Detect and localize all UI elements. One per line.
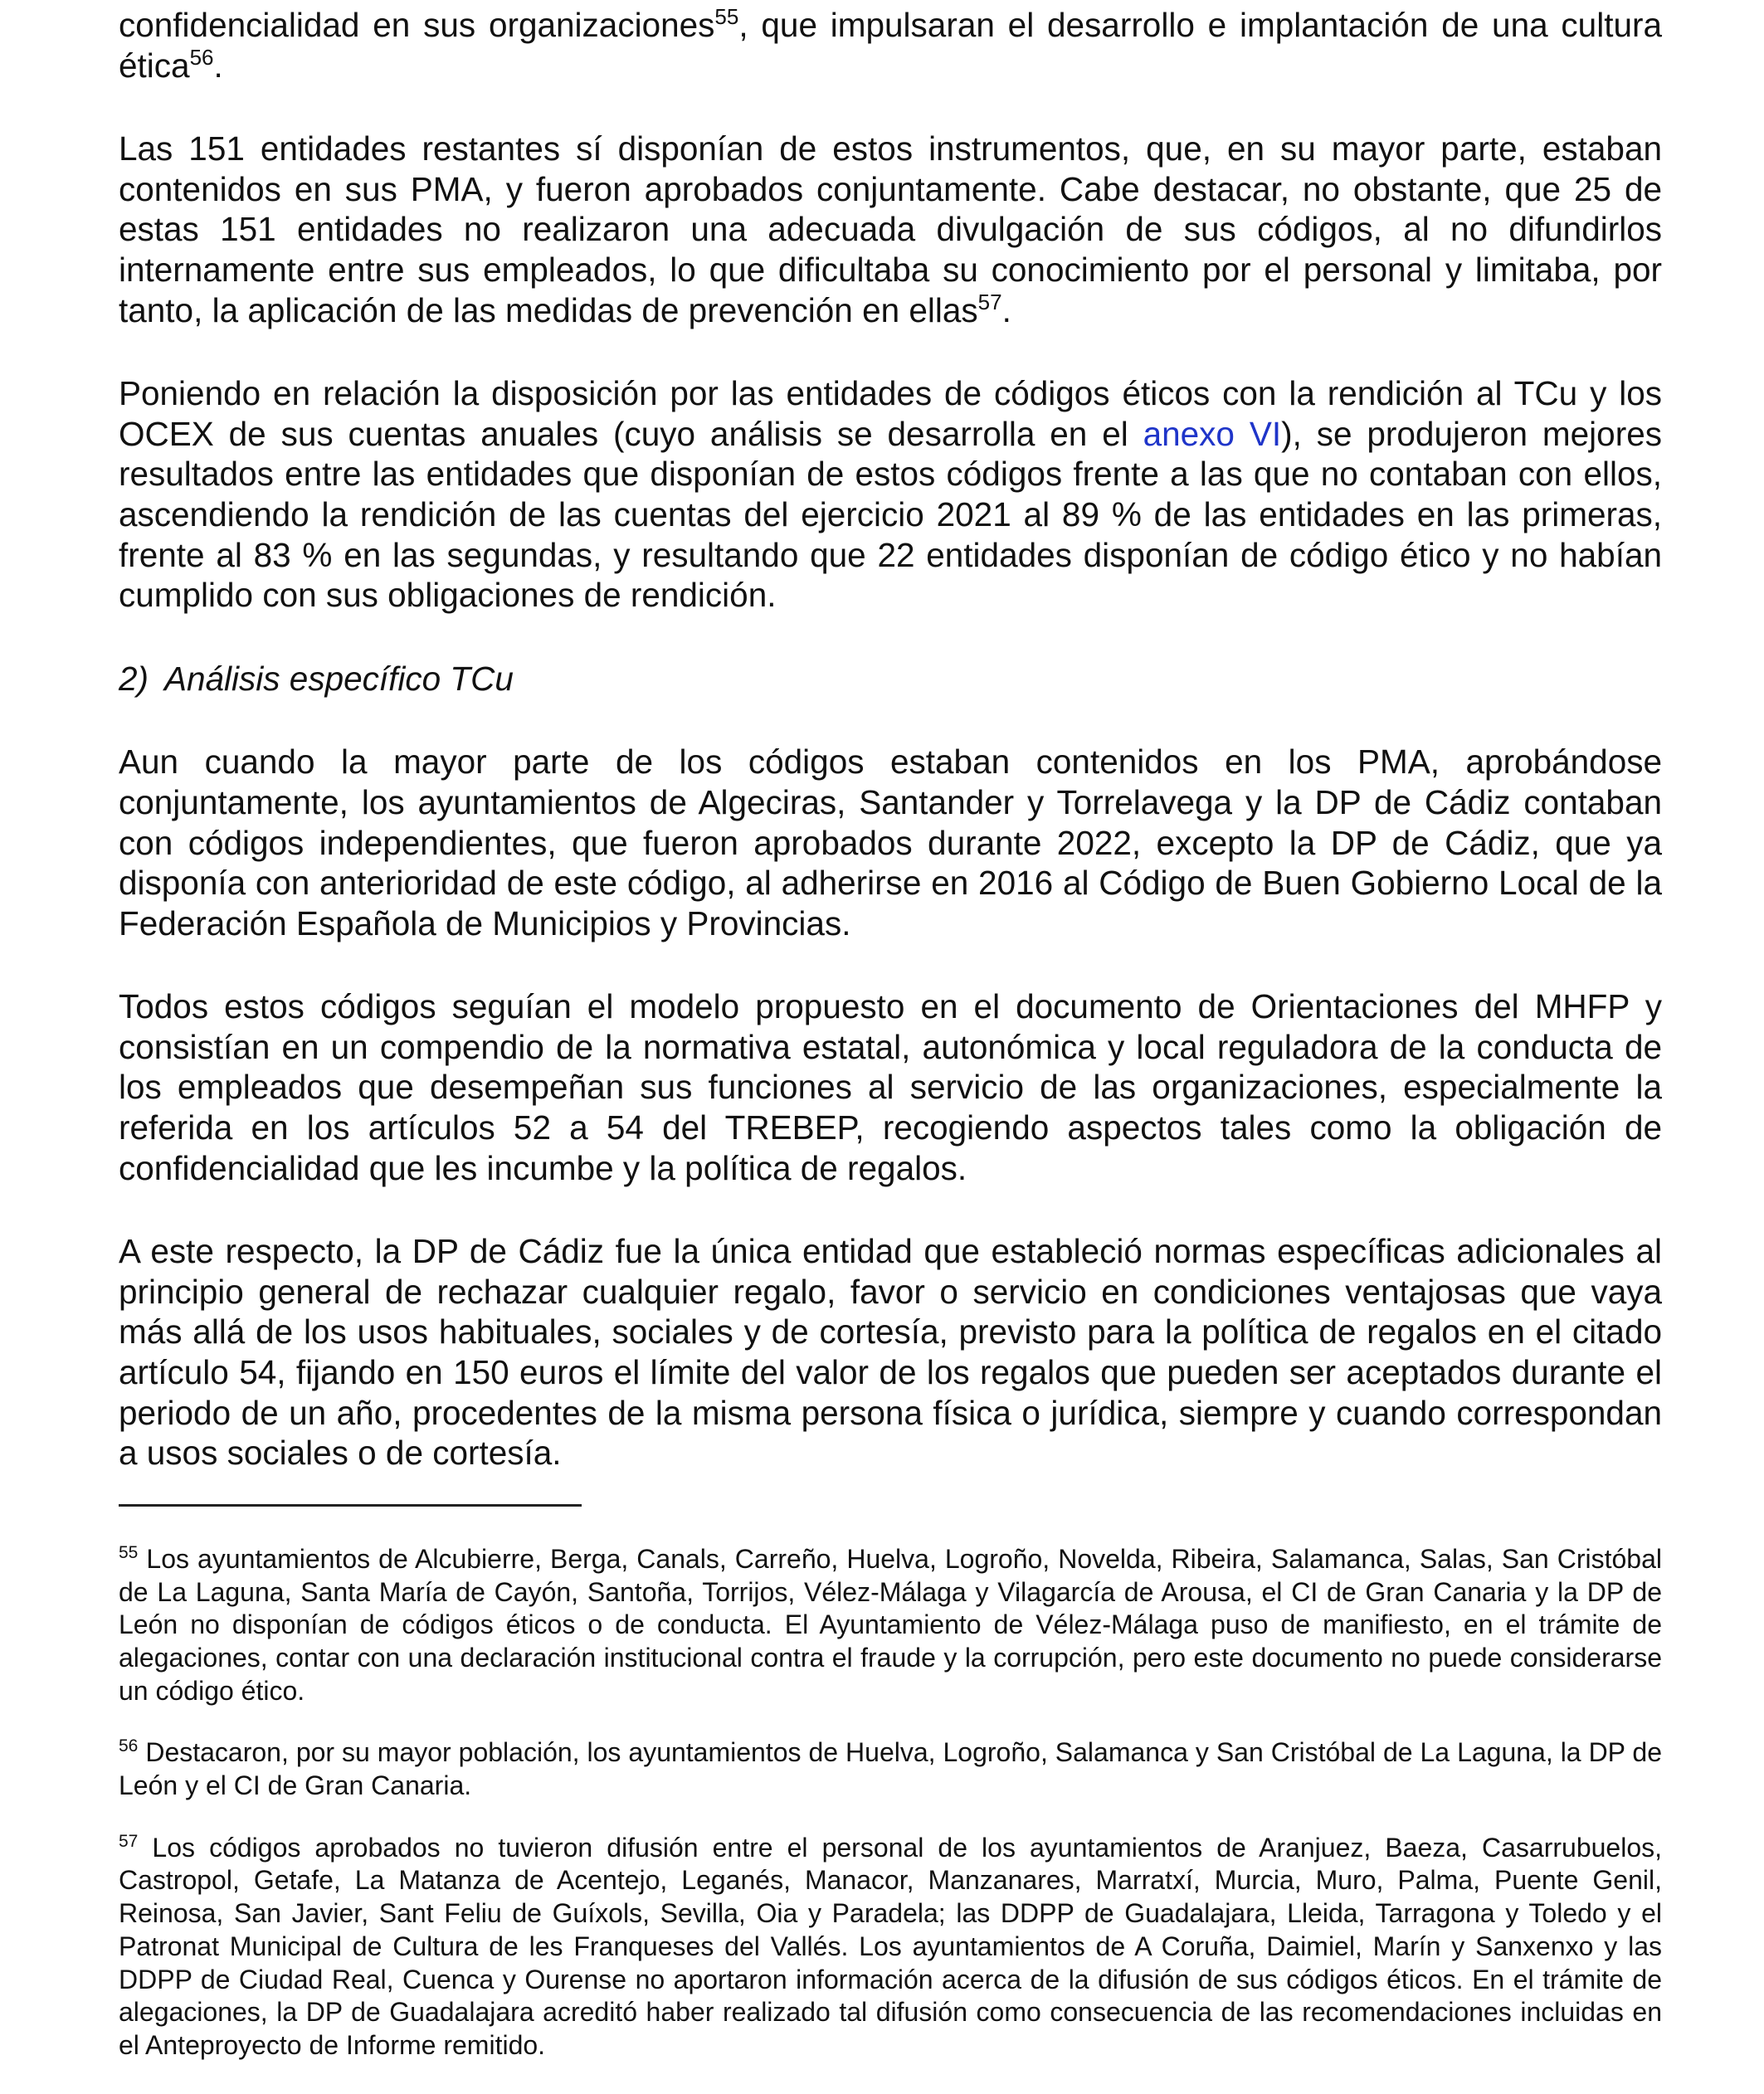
section-heading bbox=[119, 659, 1662, 699]
footnote-number: 56 bbox=[119, 1736, 139, 1756]
section-number: 2) bbox=[119, 659, 149, 698]
footnote-ref-55[interactable]: 55 bbox=[714, 4, 739, 29]
document-page bbox=[119, 5, 1662, 2092]
footnote-text: Los códigos aprobados no tuvieron difusión entre el personal de los ayuntamientos de Aranjuez, Baeza, Casarrubuelos, Castropol, Getafe, La Matanza de Acentejo, Leganés, Manacor, Manzanares, Marratxí, Murcia, Muro, Palma, Puente Genil, Reinosa, San Javier, Sant Feliu de Guíxols, Sevilla, Oia y Paradela; las DDPP de Guadalajara, Lleida, Tarragona y Toledo y el Patronat Municipal de Cultura de les Franqueses del Vallés. Los ayuntamientos de A Coruña, Daimiel, Marín y Sanxenxo y las DDPP de Ciudad Real, Cuenca y Ourense no aportaron información acerca de la difusión de sus códigos éticos. En el trámite de alegaciones, la DP de Guadalajara acreditó haber realizado tal difusión como consecuencia de las recomendaciones incluidas en el Anteproyecto de Informe remitido. bbox=[119, 1832, 1663, 2060]
paragraph-text: . bbox=[1001, 290, 1011, 329]
paragraph-politica-regalos: A este respecto, la DP de Cádiz fue la única entidad que estableció normas específicas adicionales al principio general de rechazar cualquier regalo, favor o servicio en condiciones ventajosas que vaya más allá de los usos habituales, sociales y de cortesía, previsto para la política de regalos en el citado artículo 54, fijando en 150 euros el límite del valor de los regalos que pueden ser aceptados durante el periodo de un año, procedentes de la misma persona física o jurídica, siempre y cuando correspondan a usos sociales o de cortesía. bbox=[119, 1232, 1662, 1473]
paragraph-continuation bbox=[119, 5, 1662, 85]
anexo-vi-link[interactable]: anexo VI bbox=[1143, 414, 1282, 453]
paragraph-modelo-mhfp: Todos estos códigos seguían el modelo propuesto en el documento de Orientaciones del MHFP y consistían en un compendio de la normativa estatal, autonómica y local reguladora de la conducta de los empleados que desempeñan sus funciones al servicio de las organizaciones, especialmente la referida en los artículos 52 a 54 del TREBEP, recogiendo aspectos tales como la obligación de confidencialidad que les incumbe y la política de regalos. bbox=[119, 987, 1662, 1187]
paragraph-text: . bbox=[213, 46, 223, 85]
footnote-text: Destacaron, por su mayor población, los ayuntamientos de Huelva, Logroño, Salamanca y San Cristóbal de La Laguna, la DP de León y el CI de Gran Canaria. bbox=[119, 1737, 1663, 1801]
footnote-number: 55 bbox=[119, 1542, 139, 1562]
footnote-number: 57 bbox=[119, 1831, 139, 1851]
footnote-ref-56[interactable]: 56 bbox=[189, 44, 214, 70]
footnote-separator bbox=[119, 1504, 582, 1507]
paragraph-text: Poniendo en relación la disposición por las entidades de códigos éticos con la rendición al TCu y los OCEX de sus cuentas anuales (cuyo análisis se desarrolla en el bbox=[119, 374, 1662, 453]
paragraph-text: Las 151 entidades restantes sí disponían de estos instrumentos, que, en su mayor parte, estaban contenidos en sus PMA, y fueron aprobados conjuntamente. Cabe destacar, no obstante, que 25 de estas 151 entidades no realizaron una adecuada divulgación de sus códigos, al no difundirlos internamente entre sus empleados, lo que dificultaba su conocimiento por el personal y limitaba, por tanto, la aplicación de las medidas de prevención en ellas bbox=[119, 129, 1662, 329]
paragraph-codigos-independientes: Aun cuando la mayor parte de los códigos estaban contenidos en los PMA, aprobándose conjuntamente, los ayuntamientos de Algeciras, Santander y Torrelavega y la DP de Cádiz contaban con códigos independientes, que fueron aprobados durante 2022, excepto la DP de Cádiz, que ya disponía con anterioridad de este código, al adherirse en 2016 al Código de Buen Gobierno Local de la Federación Española de Municipios y Provincias. bbox=[119, 743, 1662, 942]
section-title: Análisis específico TCu bbox=[164, 659, 514, 698]
paragraph-text: ), se produjeron mejores resultados entre las entidades que disponían de estos códigos frente a las que no contaban con ellos, ascendiendo la rendición de las cuentas del ejercicio 2021 al 89 % de las entidades en las primeras, frente al 83 % en las segundas, y resultando que 22 entidades disponían de código ético y no habían cumplido con sus obligaciones de rendición. bbox=[119, 414, 1662, 615]
paragraph-rendicion-cuentas bbox=[119, 373, 1662, 616]
paragraph-text: , que impulsaran el desarrollo e implantación de una cultura ética bbox=[119, 6, 1662, 85]
footnote-ref-57[interactable]: 57 bbox=[977, 289, 1002, 314]
footnote-55 bbox=[119, 1543, 1662, 1708]
footnote-57 bbox=[119, 1832, 1662, 2062]
paragraph-entidades-restantes bbox=[119, 129, 1662, 330]
footnote-56 bbox=[119, 1736, 1662, 1802]
footnote-text: Los ayuntamientos de Alcubierre, Berga, Canals, Carreño, Huelva, Logroño, Novelda, Ribeira, Salamanca, Salas, San Cristóbal de La Laguna, Santa María de Cayón, Santoña, Torrijos, Vélez-Málaga y Vilagarcía de Arousa, el CI de Gran Canaria y la DP de León no disponían de códigos éticos o de conducta. El Ayuntamiento de Vélez-Málaga puso de manifiesto, en el trámite de alegaciones, contar con una declaración institucional contra el fraude y la corrupción, pero este documento no puede considerarse un código ético. bbox=[119, 1543, 1663, 1706]
paragraph-text: confidencialidad en sus organizaciones bbox=[119, 6, 715, 44]
